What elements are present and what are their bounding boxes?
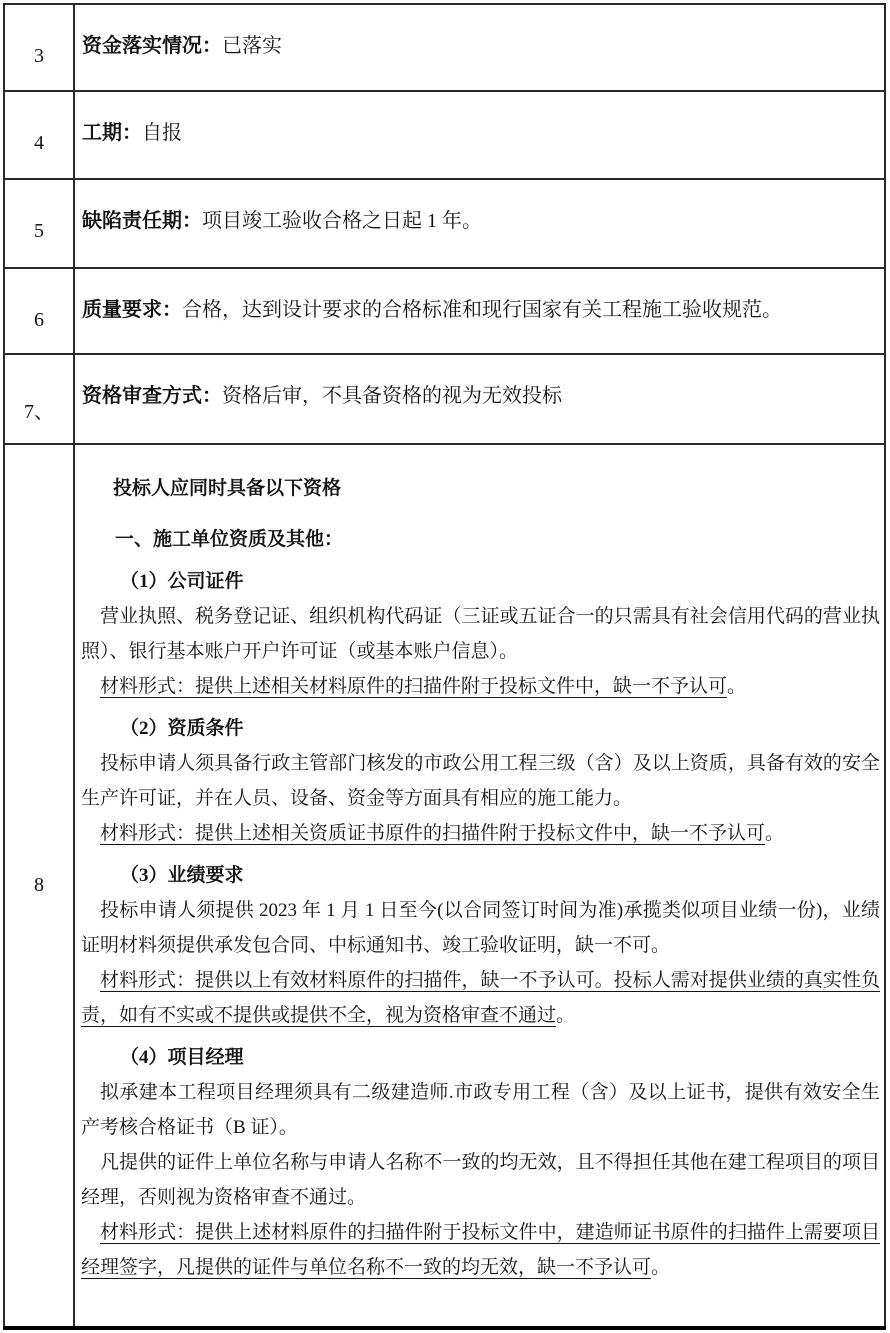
row-content — [74, 91, 885, 179]
paragraph-item-heading-1: （1）公司证件 — [120, 571, 244, 592]
row-value: 自报 — [142, 122, 182, 144]
paragraph-body: 投标申请人须具备行政主管部门核发的市政公用工程三级（含）及以上资质，具备有效的安全生产许可证，并在人员、设备、资金等方面具有相应的施工能力。 — [81, 753, 880, 809]
paragraph-section-heading: 一、施工单位资质及其他： — [115, 529, 344, 550]
sentence-period: 。 — [556, 1005, 576, 1026]
qualification-content — [74, 444, 885, 1328]
row-content — [74, 268, 885, 354]
paragraph-item-heading-3: （3）业绩要求 — [120, 865, 244, 886]
underlined-text: 材料形式：提供上述材料原件的扫描件附于投标文件中，建造师证书原件的扫描件上需要项目经理签字，凡提供的证件与单位名称不一致的均无效，缺一不予认可 — [81, 1222, 880, 1278]
table-row-qualification-details — [4, 444, 885, 1328]
row-number: 3 — [4, 4, 74, 91]
paragraph-item-heading-2: （2）资质条件 — [120, 718, 244, 739]
paragraph-item-heading-4: （4）项目经理 — [120, 1047, 244, 1068]
sentence-period: 。 — [651, 1257, 671, 1278]
sentence-period: 。 — [765, 823, 785, 844]
row-number: 6 — [4, 268, 74, 354]
row-label: 质量要求： — [82, 299, 182, 321]
row-number: 8 — [4, 444, 74, 1328]
paragraph-body: 营业执照、税务登记证、组织机构代码证（三证或五证合一的只需具有社会信用代码的营业执照）、银行基本账户开户许可证（或基本账户信息）。 — [81, 606, 880, 662]
row-label: 资格审查方式： — [82, 385, 222, 407]
underlined-text: 材料形式：提供以上有效材料原件的扫描件，缺一不予认可。投标人需对提供业绩的真实性负责，如有不实或不提供或提供不全，视为资格审查不通过 — [81, 970, 880, 1026]
table-row-quality-requirement — [4, 268, 885, 354]
tender-requirements-table — [3, 3, 886, 1330]
paragraph-title: 投标人应同时具备以下资格 — [113, 478, 342, 499]
table-row-construction-period — [4, 91, 885, 179]
paragraph-material-requirement — [81, 1215, 880, 1285]
sentence-period: 。 — [727, 676, 747, 697]
row-content — [74, 179, 885, 268]
paragraph-material-requirement — [81, 963, 880, 1033]
paragraph-body: 拟承建本工程项目经理须具有二级建造师.市政专用工程（含）及以上证书，提供有效安全生产考核合格证书（B 证）。 — [81, 1082, 880, 1138]
row-number: 4 — [4, 91, 74, 179]
row-value: 合格，达到设计要求的合格标准和现行国家有关工程施工验收规范。 — [182, 299, 782, 321]
row-value: 资格后审，不具备资格的视为无效投标 — [222, 385, 562, 407]
row-label: 工期： — [82, 122, 142, 144]
row-value: 已落实 — [222, 35, 282, 57]
underlined-text: 材料形式：提供上述相关材料原件的扫描件附于投标文件中，缺一不予认可 — [100, 676, 728, 697]
paragraph-body: 凡提供的证件上单位名称与申请人名称不一致的均无效，且不得担任其他在建工程项目的项目经理，否则视为资格审查不通过。 — [81, 1152, 880, 1208]
row-value: 项目竣工验收合格之日起 1 年。 — [202, 210, 482, 232]
paragraph-body: 投标申请人须提供 2023 年 1 月 1 日至今(以合同签订时间为准)承揽类似项目业绩一份)，业绩证明材料须提供承发包合同、中标通知书、竣工验收证明，缺一不可。 — [81, 900, 880, 956]
row-content — [74, 4, 885, 91]
row-label: 资金落实情况： — [82, 35, 222, 57]
paragraph-material-requirement — [81, 669, 880, 704]
underlined-text: 材料形式：提供上述相关资质证书原件的扫描件附于投标文件中，缺一不予认可 — [100, 823, 766, 844]
table-row-funding-status — [4, 4, 885, 91]
row-label: 缺陷责任期： — [82, 210, 202, 232]
table-row-defect-liability — [4, 179, 885, 268]
paragraph-material-requirement — [81, 816, 880, 851]
row-content — [74, 354, 885, 444]
row-number: 7、 — [4, 354, 74, 444]
table-row-qualification-method — [4, 354, 885, 444]
row-number: 5 — [4, 179, 74, 268]
